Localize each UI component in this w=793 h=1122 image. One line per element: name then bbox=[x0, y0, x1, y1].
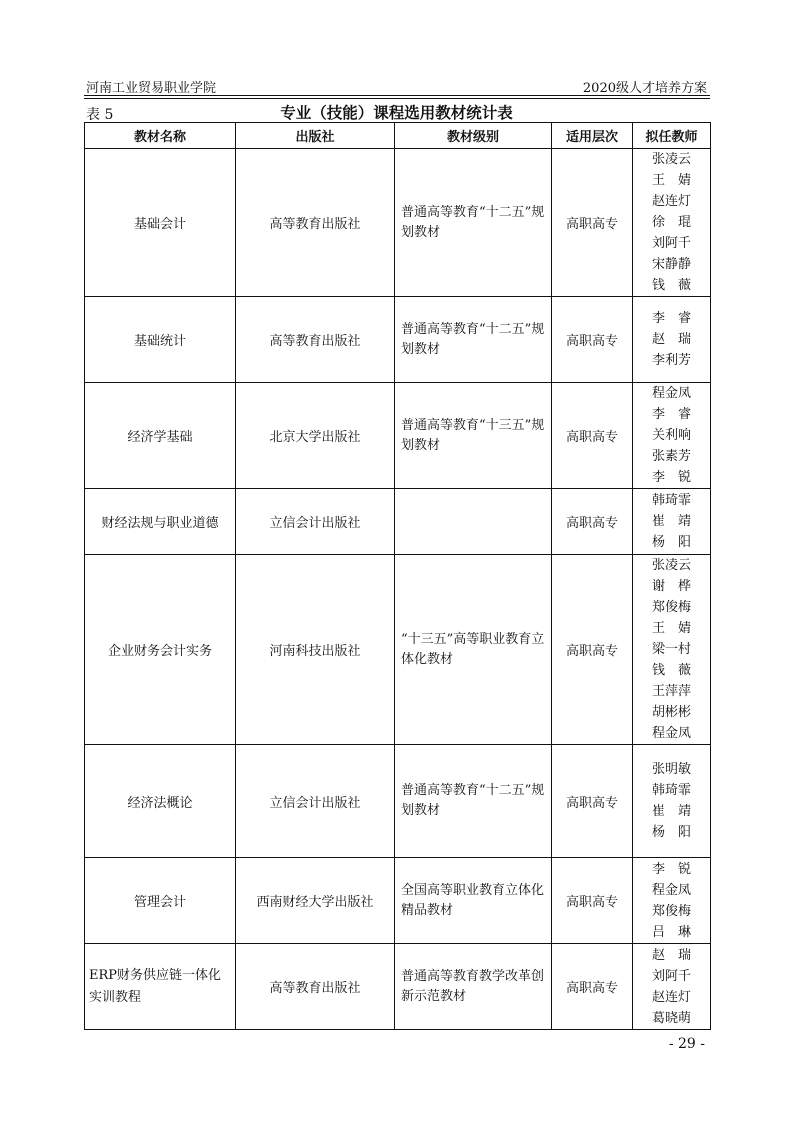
teacher-name: 李 睿 bbox=[651, 311, 691, 326]
header-divider-thin bbox=[84, 98, 710, 99]
applicable-tier: 高职高专 bbox=[552, 555, 633, 745]
table-row bbox=[85, 489, 711, 555]
publisher: 高等教育出版社 bbox=[236, 149, 395, 297]
publisher: 高等教育出版社 bbox=[236, 944, 395, 1030]
teacher-name: 李 锐 bbox=[651, 470, 691, 485]
teacher-name: 李 睿 bbox=[651, 407, 691, 422]
teacher-name: 王萍萍 bbox=[651, 684, 691, 699]
teacher-name: 崔 靖 bbox=[651, 804, 691, 819]
publisher: 高等教育出版社 bbox=[236, 297, 395, 383]
teacher-name: 程金凤 bbox=[651, 882, 691, 898]
teacher-name: 韩琦霏 bbox=[651, 493, 691, 508]
textbook-table bbox=[84, 122, 711, 1030]
table-header-row bbox=[85, 123, 711, 149]
teacher-name: 李 锐 bbox=[651, 861, 691, 877]
teacher-name: 胡彬彬 bbox=[651, 705, 691, 720]
teacher-name: 刘阿千 bbox=[651, 236, 691, 251]
teacher-name: 刘阿千 bbox=[651, 968, 691, 984]
publisher: 立信会计出版社 bbox=[236, 489, 395, 555]
table-title: 专业（技能）课程选用教材统计表 bbox=[280, 104, 513, 122]
teacher-name: 崔 靖 bbox=[651, 514, 691, 529]
column-header-publisher: 出版社 bbox=[236, 123, 395, 149]
teacher-name: 谢 桦 bbox=[651, 579, 691, 594]
table-row bbox=[85, 858, 711, 944]
applicable-tier: 高职高专 bbox=[552, 745, 633, 858]
textbook-level: 普通高等教育“十二五”规划教材 bbox=[395, 297, 552, 383]
table-row bbox=[85, 383, 711, 489]
table-row bbox=[85, 745, 711, 858]
publisher: 西南财经大学出版社 bbox=[236, 858, 395, 944]
teacher-name: 韩琦霏 bbox=[651, 783, 691, 798]
teacher-name: 葛晓萌 bbox=[651, 1010, 691, 1026]
teacher-name: 程金凤 bbox=[651, 726, 691, 741]
teacher-name: 王 婧 bbox=[651, 173, 691, 188]
textbook-level: 普通高等教育“十二五”规划教材 bbox=[395, 149, 552, 297]
teacher-list bbox=[633, 745, 711, 858]
textbook-level: 普通高等教育教学改革创新示范教材 bbox=[395, 944, 552, 1030]
table-row bbox=[85, 944, 711, 1030]
teacher-name: 李利芳 bbox=[651, 353, 691, 368]
teacher-name: 程金凤 bbox=[651, 386, 691, 401]
table-row bbox=[85, 149, 711, 297]
column-header-tier: 适用层次 bbox=[552, 123, 633, 149]
teacher-name: 张素芳 bbox=[651, 449, 691, 464]
textbook-level bbox=[395, 489, 552, 555]
applicable-tier: 高职高专 bbox=[552, 858, 633, 944]
column-header-teachers: 拟任教师 bbox=[633, 123, 711, 149]
publisher: 河南科技出版社 bbox=[236, 555, 395, 745]
textbook-name: ERP财务供应链一体化实训教程 bbox=[85, 944, 236, 1030]
header-divider bbox=[84, 95, 710, 96]
header-institution: 河南工业贸易职业学院 bbox=[86, 81, 217, 96]
teacher-name: 钱 薇 bbox=[651, 663, 691, 678]
teacher-name: 赵连灯 bbox=[651, 194, 691, 209]
teacher-name: 王 婧 bbox=[651, 621, 691, 636]
teacher-list bbox=[633, 858, 711, 944]
textbook-level: 全国高等职业教育立体化精品教材 bbox=[395, 858, 552, 944]
teacher-name: 关利响 bbox=[651, 428, 691, 443]
teacher-name: 张凌云 bbox=[651, 558, 691, 573]
textbook-name: 企业财务会计实务 bbox=[85, 555, 236, 745]
column-header-name: 教材名称 bbox=[85, 123, 236, 149]
teacher-list bbox=[633, 944, 711, 1030]
teacher-name: 张凌云 bbox=[651, 152, 691, 167]
page-number: - 29 - bbox=[668, 1036, 705, 1052]
table-row bbox=[85, 297, 711, 383]
teacher-list bbox=[633, 149, 711, 297]
textbook-name: 基础会计 bbox=[85, 149, 236, 297]
teacher-name: 杨 阳 bbox=[651, 825, 691, 840]
textbook-level: “十三五”高等职业教育立体化教材 bbox=[395, 555, 552, 745]
teacher-name: 吕 琳 bbox=[651, 924, 691, 940]
teacher-name: 赵 瑞 bbox=[651, 947, 691, 963]
applicable-tier: 高职高专 bbox=[552, 944, 633, 1030]
teacher-name: 郑俊梅 bbox=[651, 903, 691, 919]
publisher: 立信会计出版社 bbox=[236, 745, 395, 858]
column-header-level: 教材级别 bbox=[395, 123, 552, 149]
publisher: 北京大学出版社 bbox=[236, 383, 395, 489]
teacher-name: 郑俊梅 bbox=[651, 600, 691, 615]
teacher-name: 钱 薇 bbox=[651, 278, 691, 293]
textbook-level: 普通高等教育“十二五”规划教材 bbox=[395, 745, 552, 858]
teacher-name: 张明敏 bbox=[651, 762, 691, 777]
applicable-tier: 高职高专 bbox=[552, 383, 633, 489]
textbook-level: 普通高等教育“十三五”规划教材 bbox=[395, 383, 552, 489]
teacher-name: 赵 瑞 bbox=[651, 332, 691, 347]
applicable-tier: 高职高专 bbox=[552, 489, 633, 555]
teacher-name: 宋静静 bbox=[651, 257, 691, 272]
teacher-list bbox=[633, 489, 711, 555]
applicable-tier: 高职高专 bbox=[552, 149, 633, 297]
teacher-name: 杨 阳 bbox=[651, 535, 691, 550]
header-document-title: 2020级人才培养方案 bbox=[582, 81, 707, 96]
table-row bbox=[85, 555, 711, 745]
textbook-name: 管理会计 bbox=[85, 858, 236, 944]
teacher-name: 徐 琨 bbox=[651, 215, 691, 230]
teacher-list bbox=[633, 297, 711, 383]
textbook-name: 经济学基础 bbox=[85, 383, 236, 489]
textbook-name: 经济法概论 bbox=[85, 745, 236, 858]
teacher-list bbox=[633, 555, 711, 745]
textbook-name: 财经法规与职业道德 bbox=[85, 489, 236, 555]
teacher-name: 梁一村 bbox=[651, 642, 691, 657]
table-label: 表 5 bbox=[86, 107, 114, 123]
teacher-name: 赵连灯 bbox=[651, 989, 691, 1005]
textbook-name: 基础统计 bbox=[85, 297, 236, 383]
applicable-tier: 高职高专 bbox=[552, 297, 633, 383]
teacher-list bbox=[633, 383, 711, 489]
